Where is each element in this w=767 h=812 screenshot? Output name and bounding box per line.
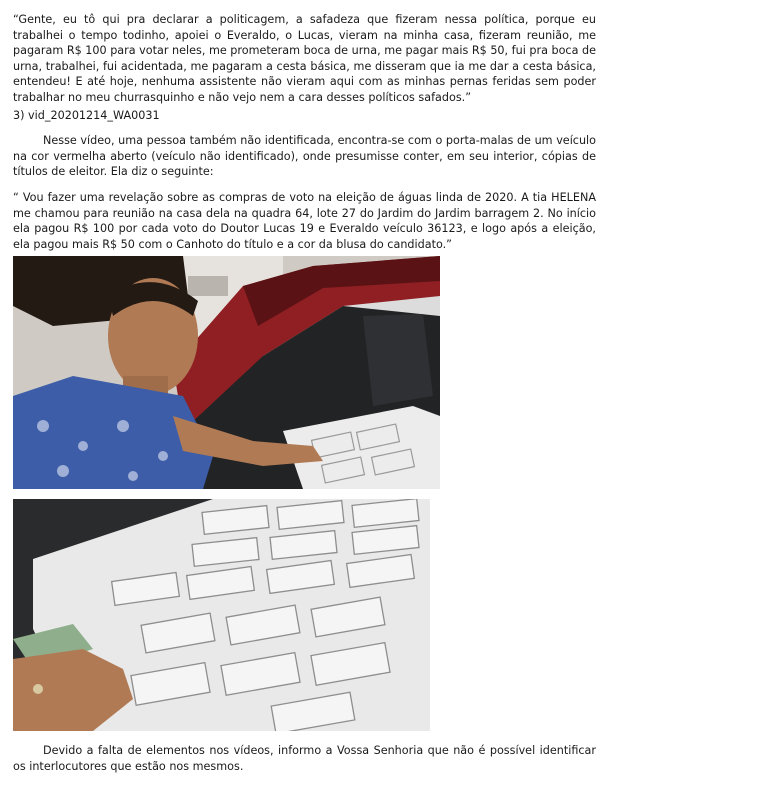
testimony-quote-1: “Gente, eu tô qui pra declarar a politicagem, a safadeza que fizeram nessa política, porque eu trabalhei o tempo todinho, apoiei o Everaldo, o Lucas, vieram na minha casa, fizeram reunião, me pagaram R$ 100 para votar neles, me prometeram boca de urna, me pagar mais R$ 50, fui pra boca de urna, trabalhei, fui acidentada, me pagaram a cesta básica, me disseram que ia me dar a cesta básica, entendeu! E até hoje, nenhuma assistente não vieram aqui com as minhas pernas feridas sem poder trabalhar no meu churrasquinho e não vejo nem a cara desses políticos safados.” (13, 13, 596, 104)
video-description-paragraph: Nesse vídeo, uma pessoa também não identificada, encontra-se com o porta-malas de um veículo na cor vermelha aberto (veículo não identificado), onde presumisse conter, em seu interior, cópias de títulos de eleitor. Ela diz o seguinte: (13, 134, 596, 179)
testimony-quote-2: “ Vou fazer uma revelação sobre as compras de voto na eleição de águas linda de 2020. A tia HELENA me chamou para reunião na casa dela na quadra 64, lote 27 do Jardim do Jardim barragem 2. No início ela pagou R$ 100 por cada voto do Doutor Lucas 19 e Everaldo veículo 36123, e logo após a eleição, ela pagou mais R$ 50 com o Canhoto do título e a cor da blusa do candidato.” (13, 191, 596, 251)
closing-paragraph: Devido a falta de elementos nos vídeos, informo a Vossa Senhoria que não é possível identificar os interlocutores que estão nos mesmos. (13, 744, 596, 773)
photo-woman-car-trunk (13, 256, 440, 489)
video-reference-heading: 3) vid_20201214_WA0031 (13, 109, 160, 122)
photo-voter-title-copies (13, 499, 430, 731)
